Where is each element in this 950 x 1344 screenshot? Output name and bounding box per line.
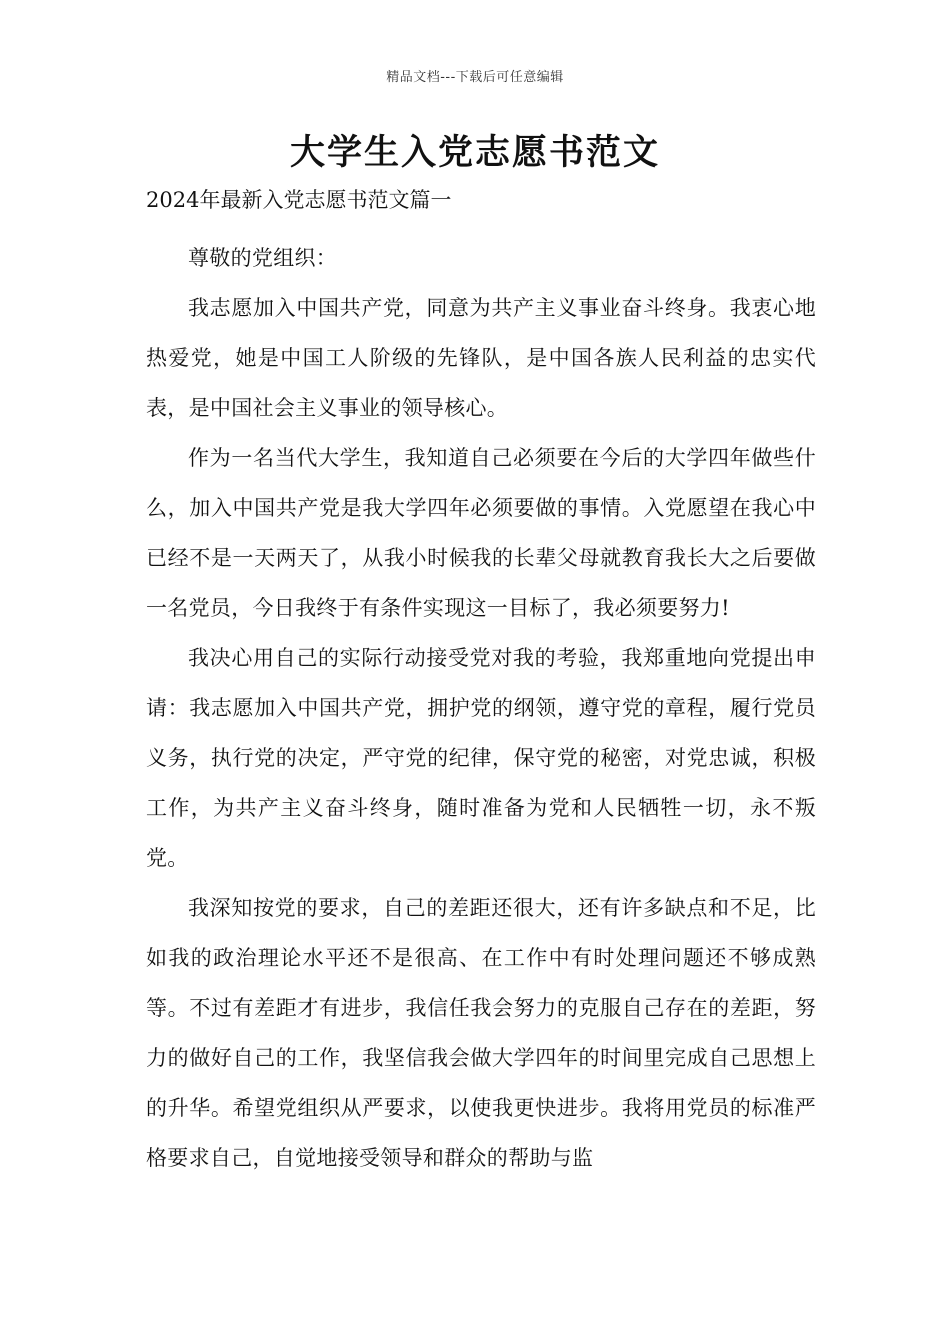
- header-note: 精品文档---下载后可任意编辑: [386, 70, 564, 85]
- paragraph: 我志愿加入中国共产党，同意为共产主义事业奋斗终身。我衷心地热爱党，她是中国工人阶级的先锋队，是中国各族人民利益的忠实代表，是中国社会主义事业的领导核心。: [146, 296, 816, 420]
- document-subtitle: 2024年最新入党志愿书范文篇一: [146, 188, 452, 212]
- paragraph: 我决心用自己的实际行动接受党对我的考验，我郑重地向党提出申请：我志愿加入中国共产党，拥护党的纲领，遵守党的章程，履行党员义务，执行党的决定，严守党的纪律，保守党的秘密，对党忠诚，积极工作，为共产主义奋斗终身，随时准备为党和人民牺牲一切，永不叛党。: [146, 646, 816, 870]
- document-title: 大学生入党志愿书范文: [289, 133, 660, 173]
- paragraph: 我深知按党的要求，自己的差距还很大，还有许多缺点和不足，比如我的政治理论水平还不是很高、在工作中有时处理问题还不够成熟等。不过有差距才有进步，我信任我会努力的克服自己存在的差距，努力的做好自己的工作，我坚信我会做大学四年的时间里完成自己思想上的升华。希望党组织从严要求，以使我更快进步。我将用党员的标准严格要求自己，自觉地接受领导和群众的帮助与监: [146, 896, 816, 1170]
- salutation: 尊敬的党组织：: [188, 246, 338, 270]
- document-body: [146, 233, 816, 1183]
- paragraph: 作为一名当代大学生，我知道自己必须要在今后的大学四年做些什么，加入中国共产党是我大学四年必须要做的事情。入党愿望在我心中已经不是一天两天了，从我小时候我的长辈父母就教育我长大之后要做一名党员，今日我终于有条件实现这一目标了，我必须要努力!: [146, 446, 816, 620]
